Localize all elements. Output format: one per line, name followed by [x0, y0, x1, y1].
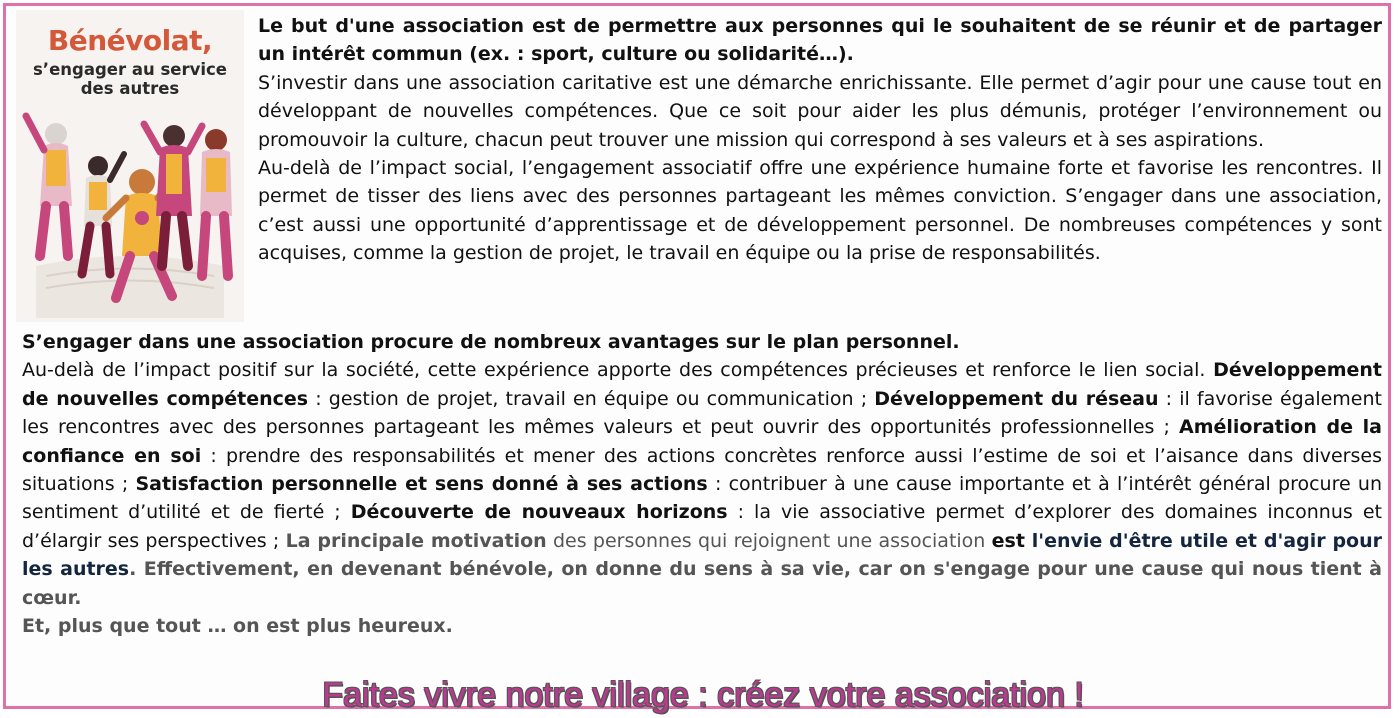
benefit-5-title: Découverte de nouveaux horizons [350, 501, 728, 524]
intro-section [258, 12, 1382, 268]
motivation-title: La principale motivation [285, 529, 547, 552]
motivation-text: des personnes qui rejoignent une association [546, 529, 992, 552]
benefit-1-title: Développement de nouvelles compétences [22, 359, 1382, 410]
benefit-4-title: Satisfaction personnelle et sens donné à ses actions [135, 473, 708, 496]
intro-heading: Le but d'une association est de permettre aux personnes qui le souhaitent de se réunir et de partager un intérêt commun (ex. : sport, culture ou solidarité…). [258, 15, 1382, 66]
illustration-title: Bénévolat, [47, 24, 213, 57]
benefits-heading: S’engager dans une association procure de nombreux avantages sur le plan personnel. [22, 331, 960, 353]
benefit-4-text: : contribuer à une cause importante et à l’intérêt général procure un sentiment d’utilité et de fierté ; [22, 473, 1383, 524]
benefits-lead: Au-delà de l’impact positif sur la société, cette expérience apporte des compétences précieuses et renforce le lien social. [22, 359, 1214, 382]
slogan-banner: Faites vivre notre village : créez votre association ! [322, 676, 1084, 714]
intro-paragraph-1: S’investir dans une association caritative est une démarche enrichissante. Elle permet d’agir pour une cause tout en développant de nouvelles compétences. Que ce soit pour aider les plus démunis, protéger l’environnement ou promouvoir la culture, chacun peut trouver une mission qui correspond à ses valeurs et à ses aspirations. [258, 71, 1382, 151]
final-line: Et, plus que tout … on est plus heureux. [22, 615, 453, 638]
intro-paragraph-2: Au-delà de l’impact social, l’engagement associatif offre une expérience humaine forte et favorise les rencontres. Il permet de tisser des liens avec des personnes partageant les mêmes conviction. S’engager dans une association, c’est aussi une opportunité d’apprentissage et de développement personnel. De nombreuses compétences y sont acquises, comme la gestion de projet, le travail en équipe ou la prise de responsabilités. [258, 157, 1382, 265]
benefit-2-text: : il favorise également les rencontres avec des personnes partageant les mêmes valeurs et peut ouvrir des opportunités professionnelles ; [22, 387, 1382, 439]
benefits-paragraph [22, 356, 1382, 612]
illustration-subtitle [16, 60, 244, 98]
benefit-3-text: : prendre des responsabilités et mener des actions concrètes renforce aussi l’estime de soi et l’aisance dans diverses situations ; [22, 444, 1382, 496]
benefit-5-text: : la vie associative permet d’explorer des domaines inconnus et d’élargir ses perspectives ; [22, 501, 1382, 552]
illustration-subtitle-line1: s’engager au service [32, 60, 227, 79]
volunteer-illustration [16, 10, 244, 322]
motivation-quote: l'envie d'être utile et d'agir pour les autres [22, 529, 1382, 581]
benefit-3-title: Amélioration de la confiance en soi [22, 416, 1382, 467]
flyer-frame [3, 3, 1391, 714]
conclusion-text: . Effectivement, en devenant bénévole, on donne du sens à sa vie, car on s'engage pour une cause qui nous tient à cœur. [22, 558, 1382, 609]
illustration-subtitle-line2: des autres [80, 79, 180, 98]
benefit-2-title: Développement du réseau [874, 387, 1159, 410]
cheering-volunteers-icon [16, 106, 244, 318]
benefits-section [22, 328, 1382, 640]
benefit-1-text: : gestion de projet, travail en équipe ou communication ; [308, 387, 875, 410]
motivation-est: est [991, 529, 1032, 552]
